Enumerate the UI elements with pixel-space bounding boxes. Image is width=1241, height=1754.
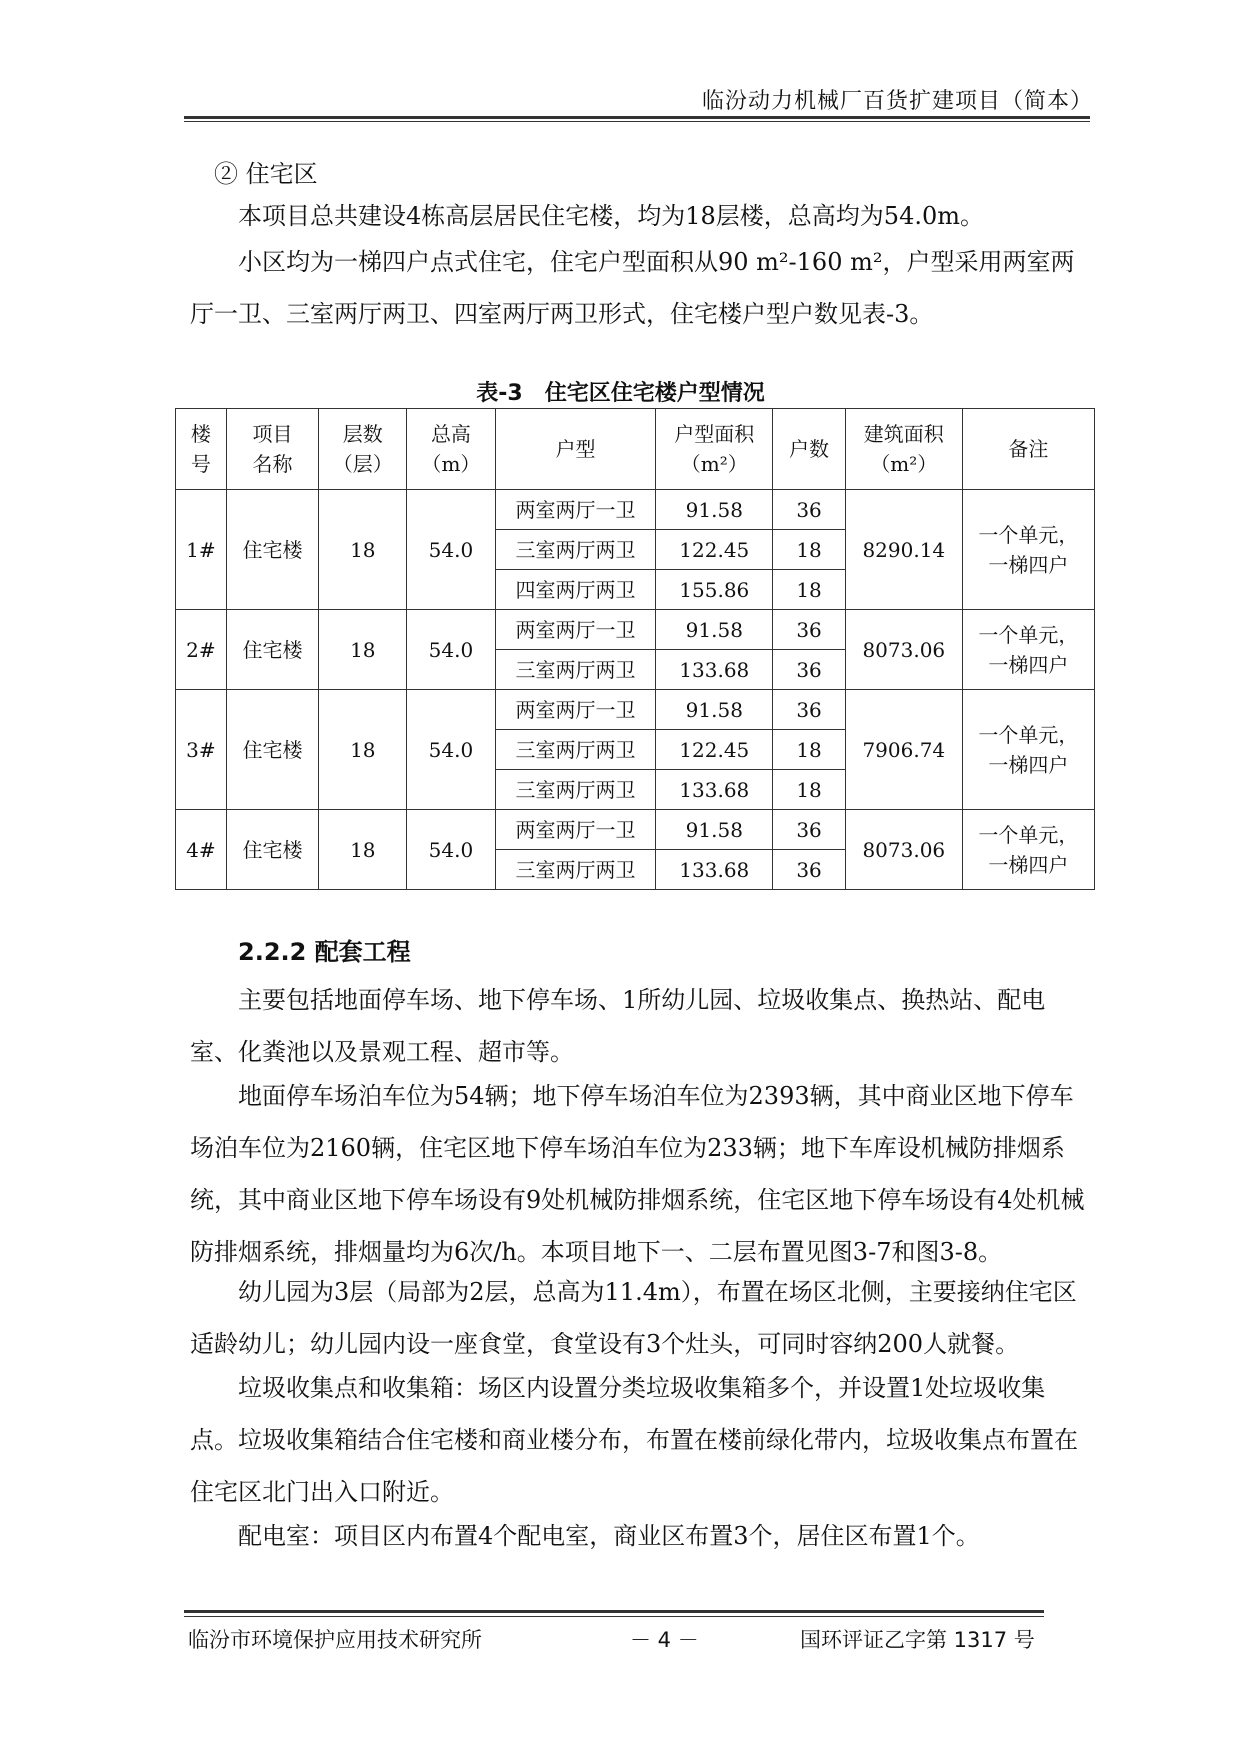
- unit-area-cell: 91.58: [656, 810, 773, 850]
- table-header-cell: 户数: [773, 409, 846, 490]
- height-cell: 54.0: [407, 810, 495, 890]
- unit-type-cell: 三室两厅两卫: [495, 770, 656, 810]
- unit-type-cell: 两室两厅一卫: [495, 690, 656, 730]
- table-header-cell: 户型面积 （m²）: [656, 409, 773, 490]
- unit-type-cell: 三室两厅两卫: [495, 730, 656, 770]
- paragraph-2: 小区均为一梯四户点式住宅，住宅户型面积从90 m²-160 m²，户型采用两室两厅一卫、三室两厅两卫、四室两厅两卫形式，住宅楼户型户数见表-3。: [190, 248, 1075, 328]
- building-name-cell: 住宅楼: [226, 690, 319, 810]
- unit-count-cell: 18: [773, 570, 846, 610]
- table-row: [176, 610, 1095, 650]
- height-cell: 54.0: [407, 610, 495, 690]
- unit-area-cell: 133.68: [656, 850, 773, 890]
- section-label: ② 住宅区: [214, 160, 318, 188]
- unit-type-cell: 三室两厅两卫: [495, 530, 656, 570]
- building-name-cell: 住宅楼: [226, 810, 319, 890]
- floors-cell: 18: [319, 690, 407, 810]
- building-number-cell: 1#: [176, 490, 227, 610]
- section-paragraph-3: 幼儿园为3层（局部为2层，总高为11.4m），布置在场区北侧，主要接纳住宅区适龄幼儿；幼儿园内设一座食堂，食堂设有3个灶头，可同时容纳200人就餐。: [190, 1278, 1077, 1358]
- unit-type-table: [175, 408, 1095, 890]
- building-name-cell: 住宅楼: [226, 610, 319, 690]
- section-paragraph-4: 垃圾收集点和收集箱：场区内设置分类垃圾收集箱多个，并设置1处垃圾收集点。垃圾收集箱结合住宅楼和商业楼分布，布置在楼前绿化带内，垃圾收集点布置在住宅区北门出入口附近。: [190, 1374, 1078, 1506]
- unit-area-cell: 133.68: [656, 770, 773, 810]
- unit-area-cell: 122.45: [656, 730, 773, 770]
- header-rule-thin: [184, 121, 1090, 122]
- table-row: [176, 490, 1095, 530]
- unit-count-cell: 36: [773, 650, 846, 690]
- building-number-cell: 3#: [176, 690, 227, 810]
- unit-count-cell: 36: [773, 850, 846, 890]
- unit-area-cell: 91.58: [656, 610, 773, 650]
- unit-area-cell: 155.86: [656, 570, 773, 610]
- section-paragraph-1: 主要包括地面停车场、地下停车场、1所幼儿园、垃圾收集点、换热站、配电室、化粪池以及景观工程、超市等。: [190, 986, 1046, 1066]
- table-row: [176, 810, 1095, 850]
- footer-cert: 国环评证乙字第 1317 号: [800, 1628, 1035, 1652]
- unit-type-cell: 三室两厅两卫: [495, 850, 656, 890]
- floors-cell: 18: [319, 810, 407, 890]
- building-area-cell: 7906.74: [845, 690, 962, 810]
- footer-rule: [184, 1610, 1044, 1613]
- table-header-row: [176, 409, 1095, 490]
- table-header-cell: 户型: [495, 409, 656, 490]
- unit-type-cell: 两室两厅一卫: [495, 810, 656, 850]
- unit-type-cell: 三室两厅两卫: [495, 650, 656, 690]
- page-header-title: 临汾动力机械厂百货扩建项目（简本）: [701, 89, 1093, 114]
- building-area-cell: 8290.14: [845, 490, 962, 610]
- footer-org: 临汾市环境保护应用技术研究所: [188, 1628, 482, 1652]
- building-name-cell: 住宅楼: [226, 490, 319, 610]
- table-header-cell: 总高 （m）: [407, 409, 495, 490]
- unit-area-cell: 122.45: [656, 530, 773, 570]
- section-paragraph-5: 配电室：项目区内布置4个配电室，商业区布置3个，居住区布置1个。: [238, 1522, 980, 1550]
- paragraph-1: 本项目总共建设4栋高层居民住宅楼，均为18层楼，总高均为54.0m。: [238, 202, 985, 230]
- table-header-cell: 备注: [962, 409, 1094, 490]
- unit-type-cell: 两室两厅一卫: [495, 610, 656, 650]
- unit-area-cell: 91.58: [656, 490, 773, 530]
- table-row: [176, 690, 1095, 730]
- unit-count-cell: 18: [773, 730, 846, 770]
- table-header-cell: 楼 号: [176, 409, 227, 490]
- table-header-cell: 层数 （层）: [319, 409, 407, 490]
- unit-type-cell: 两室两厅一卫: [495, 490, 656, 530]
- unit-area-cell: 91.58: [656, 690, 773, 730]
- building-area-cell: 8073.06: [845, 610, 962, 690]
- table-header-cell: 建筑面积 （m²）: [845, 409, 962, 490]
- height-cell: 54.0: [407, 690, 495, 810]
- note-cell: 一个单元， 一梯四户: [962, 810, 1094, 890]
- floors-cell: 18: [319, 490, 407, 610]
- unit-count-cell: 36: [773, 810, 846, 850]
- note-cell: 一个单元， 一梯四户: [962, 610, 1094, 690]
- unit-count-cell: 36: [773, 610, 846, 650]
- table-header-cell: 项目 名称: [226, 409, 319, 490]
- unit-count-cell: 36: [773, 490, 846, 530]
- unit-count-cell: 18: [773, 530, 846, 570]
- unit-type-cell: 四室两厅两卫: [495, 570, 656, 610]
- height-cell: 54.0: [407, 490, 495, 610]
- floors-cell: 18: [319, 610, 407, 690]
- building-number-cell: 4#: [176, 810, 227, 890]
- unit-area-cell: 133.68: [656, 650, 773, 690]
- section-heading: 2.2.2 配套工程: [238, 938, 411, 966]
- header-rule: [184, 116, 1090, 119]
- building-area-cell: 8073.06: [845, 810, 962, 890]
- section-paragraph-2: 地面停车场泊车位为54辆；地下停车场泊车位为2393辆，其中商业区地下停车场泊车位为2160辆，住宅区地下停车场泊车位为233辆；地下车库设机械防排烟系统，其中商业区地下停车场设有9处机械防排烟系统，住宅区地下停车场设有4处机械防排烟系统，排烟量均为6次/h。本项目地下一、二层布置见图3-7和图3-8。: [190, 1082, 1085, 1266]
- building-number-cell: 2#: [176, 610, 227, 690]
- unit-count-cell: 36: [773, 690, 846, 730]
- footer-rule-thin: [184, 1616, 1044, 1617]
- table-caption: 表-3 住宅区住宅楼户型情况: [476, 381, 765, 406]
- note-cell: 一个单元， 一梯四户: [962, 690, 1094, 810]
- unit-count-cell: 18: [773, 770, 846, 810]
- note-cell: 一个单元， 一梯四户: [962, 490, 1094, 610]
- footer-page-number: － 4 －: [630, 1628, 699, 1652]
